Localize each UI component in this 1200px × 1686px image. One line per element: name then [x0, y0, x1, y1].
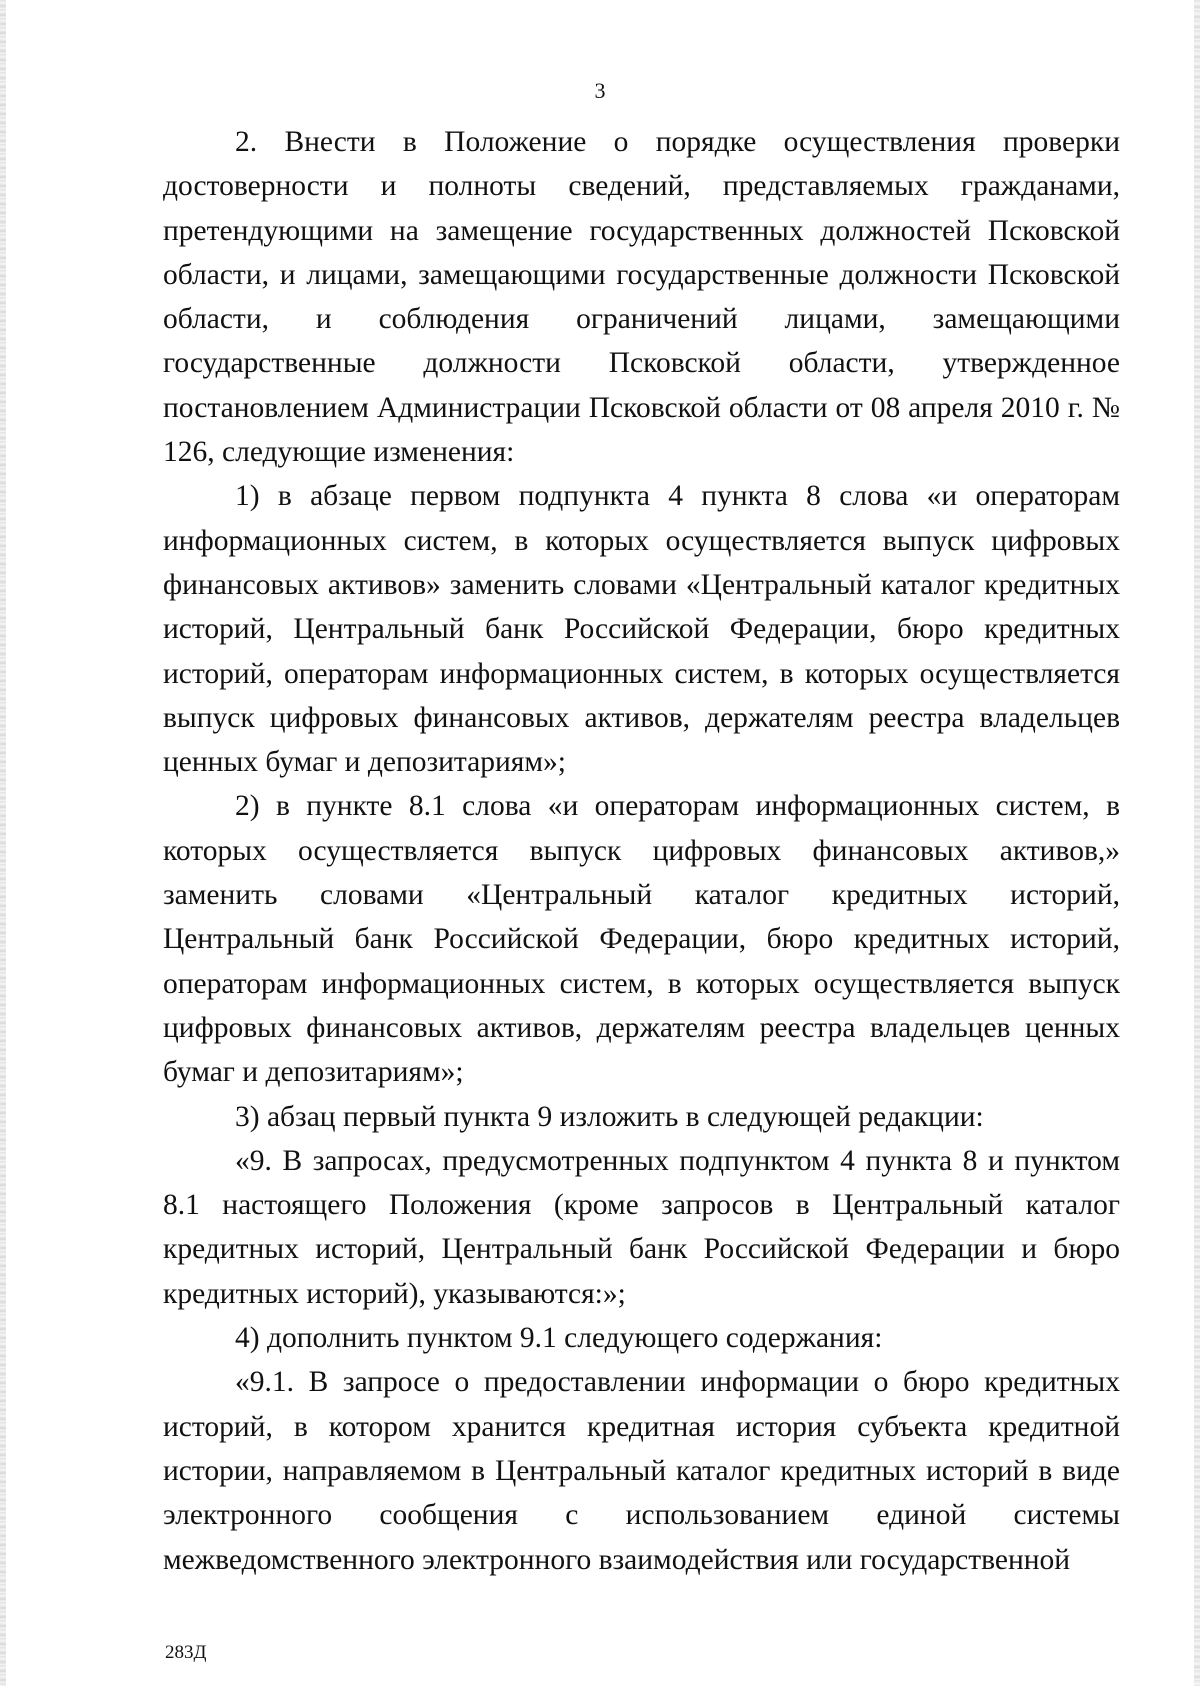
paragraph-item-2: 2. Внести в Положение о порядке осуществления проверки достоверности и полноты сведений, представляемых гражданами, претендующими на замещение государственных должностей Псковской области, и лицами, замещающими государственные должности Псковской области, и соблюдения ограничений лицами, замещающими государственные должности Псковской области, утвержденное постановлением Администрации Псковской области от 08 апреля 2010 г. № 126, следующие изменения: — [163, 126, 1120, 469]
paragraph-subitem-1: 1) в абзаце первом подпункта 4 пункта 8 слова «и операторам информационных систем, в которых осуществляется выпуск цифровых финансовых активов» заменить словами «Центральный каталог кредитных историй, Центральный банк Российской Федерации, бюро кредитных историй, операторам информационных систем, в которых осуществляется выпуск цифровых финансовых активов, держателям реестра владельцев ценных бумаг и депозитариям»; — [163, 480, 1120, 779]
footer-document-code: 283Д — [165, 1642, 207, 1663]
scan-edge-left — [0, 0, 6, 1686]
page-number: 3 — [594, 78, 606, 103]
scan-edge-right — [1194, 0, 1200, 1686]
paragraph-quote-9-1: «9.1. В запросе о предоставлении информации о бюро кредитных историй, в котором хранится кредитная история субъекта кредитной истории, направляемом в Центральный каталог кредитных историй в виде электронного сообщения с использованием единой системы межведомственного электронного взаимодействия или государственной — [163, 1366, 1120, 1576]
paragraph-subitem-4: 4) дополнить пунктом 9.1 следующего содержания: — [235, 1322, 883, 1355]
paragraph-quote-9: «9. В запросах, предусмотренных подпунктом 4 пункта 8 и пунктом 8.1 настоящего Положения (кроме запросов в Центральный каталог кредитных историй, Центральный банк Российской Федерации и бюро кредитных историй), указываются:»; — [163, 1144, 1120, 1310]
paragraph-subitem-3: 3) абзац первый пункта 9 изложить в следующей редакции: — [235, 1100, 984, 1133]
document-body — [163, 120, 1120, 1582]
paragraph-subitem-2: 2) в пункте 8.1 слова «и операторам информационных систем, в которых осуществляется выпуск цифровых финансовых активов,» заменить словами «Центральный каталог кредитных историй, Центральный банк Российской Федерации, бюро кредитных историй, операторам информационных систем, в которых осуществляется выпуск цифровых финансовых активов, держателям реестра владельцев ценных бумаг и депозитариям»; — [163, 790, 1120, 1089]
